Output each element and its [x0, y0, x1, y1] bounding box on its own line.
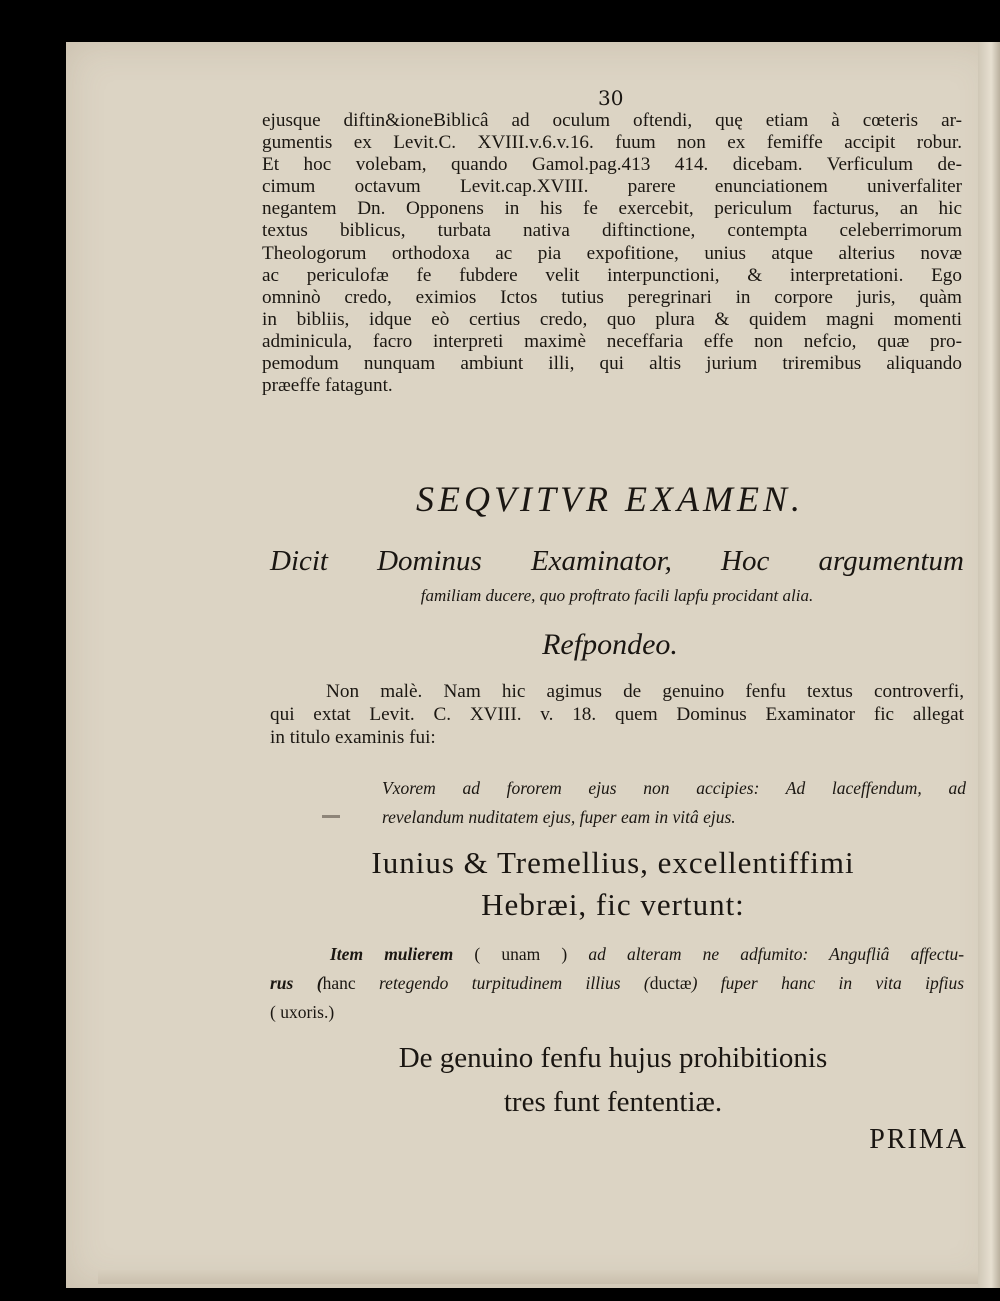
catchword: PRIMA	[869, 1124, 968, 1155]
text-line: gumentis ex Levit.C. XVIII.v.6.v.16. fuum non ex femiffe accipit robur.	[262, 132, 962, 154]
quote-line: Vxorem ad fororem ejus non accipies: Ad laceffendum, ad	[382, 778, 966, 798]
bottom-bleed	[98, 1270, 978, 1284]
text-line: qui extat Levit. C. XVIII. v. 18. quem Dominus Examinator fic allegat	[270, 704, 964, 725]
text-line: cimum octavum Levit.cap.XVIII. parere enunciationem univerfaliter	[262, 176, 962, 198]
translation-line	[270, 940, 964, 969]
scripture-quote	[382, 774, 966, 832]
gloss: hanc	[322, 973, 356, 993]
text-line: textus biblicus, turbata nativa diftinctione, contempta celeberrimorum	[262, 220, 962, 242]
examiner-statement: Dicit Dominus Examinator, Hoc argumentum	[270, 545, 964, 577]
text-line: Et hoc volebam, quando Gamol.pag.413 414. dicebam. Verficulum de-	[262, 154, 962, 176]
page-edge	[978, 42, 1000, 1288]
page-number: 30	[598, 86, 624, 110]
translation-part: retegendo turpitudinem illius (	[379, 973, 650, 993]
conclusion-text	[260, 1036, 966, 1124]
translation-part: ad alteram ne adfumito: Angufliâ affectu-	[588, 944, 965, 964]
examiner-statement-cont: familiam ducere, quo proftrato facili lapfu procidant alia.	[420, 586, 814, 605]
conclusion-line: De genuino fenfu hujus prohibitionis	[398, 1042, 828, 1074]
paragraph-1	[262, 110, 962, 397]
text-line: Theologorum orthodoxa ac pia expofitione, unius atque alterius novæ	[262, 242, 962, 264]
text-line: omninò credo, eximios Ictos tutius peregrinari in corpore juris, quàm	[262, 286, 962, 308]
text-line: adminicula, facro interpreti maximè neceffaria effe non nefcio, quæ pro-	[262, 330, 962, 352]
respondeo-heading: Refpondeo.	[542, 628, 678, 661]
text-line: in titulo examinis fui:	[270, 727, 436, 748]
text-line: negantem Dn. Opponens in his fe exercebit, periculum facturus, an hic	[262, 198, 962, 220]
text-line: pemodum nunquam ambiunt illi, qui altis jurium triremibus aliquando	[262, 353, 962, 375]
item-lead: Item mulierem	[330, 944, 454, 964]
text-line: in bibliis, idque eò certius credo, quo plura & quidem magni momenti	[262, 308, 962, 330]
translation-line	[270, 969, 964, 998]
translation-part: rus (	[270, 973, 323, 993]
heading-line: Hebræi, fic vertunt:	[481, 887, 745, 922]
translation-text	[270, 940, 964, 1027]
gloss: ductæ	[649, 973, 692, 993]
translators-heading	[260, 842, 966, 926]
quote-line: revelandum nuditatem ejus, fuper eam in vitâ ejus.	[382, 807, 736, 827]
text-line: præeffe fatagunt.	[262, 375, 393, 397]
gloss: ( unam )	[474, 944, 568, 964]
text-line: ac periculofæ fe fubdere velit interpunctioni, & interpretationi. Ego	[262, 264, 962, 286]
conclusion-line: tres funt fententiæ.	[503, 1086, 723, 1118]
paragraph-2	[270, 680, 964, 749]
margin-dash	[322, 815, 340, 818]
heading-line: Iunius & Tremellius, excellentiffimi	[371, 845, 855, 880]
translation-part: ) fuper hanc in vita ipfius	[691, 973, 965, 993]
text-line: ejusque diftin&ioneBiblicâ ad oculum oftendi, quę etiam à cœteris ar-	[262, 110, 962, 131]
translation-line: ( uxoris.)	[270, 1002, 335, 1022]
text-line: Non malè. Nam hic agimus de genuino fenfu textus controverfi,	[326, 681, 964, 702]
section-heading: SEQVITVR EXAMEN.	[416, 479, 804, 519]
